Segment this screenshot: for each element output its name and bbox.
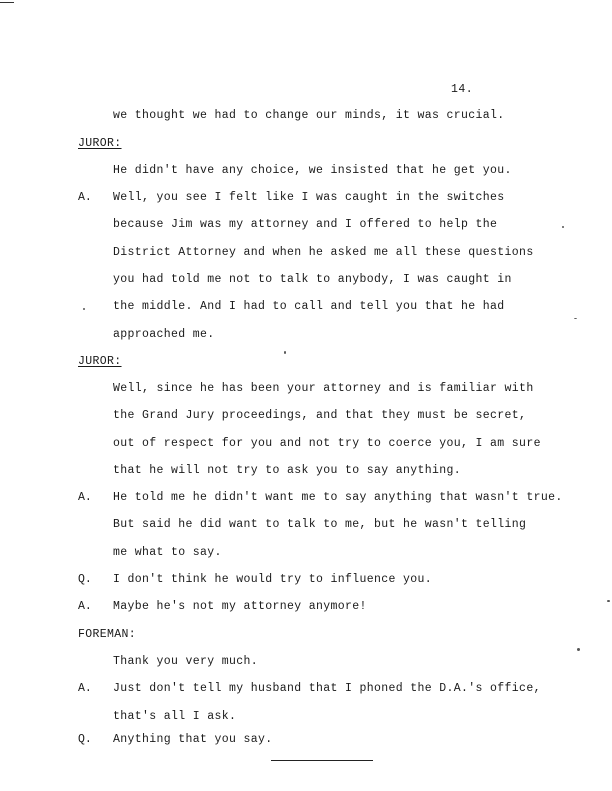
transcript-line: Thank you very much. <box>113 655 259 668</box>
transcript-line: He didn't have any choice, we insisted that he get you. <box>113 164 512 177</box>
answer-marker: A. <box>78 682 92 695</box>
scan-speck <box>83 308 85 310</box>
transcript-line: that he will not try to ask you to say anything. <box>113 464 462 477</box>
transcript-line: me what to say. <box>113 546 222 559</box>
transcript-line: But said he did want to talk to me, but he wasn't telling <box>113 518 527 531</box>
scan-speck <box>607 600 610 602</box>
answer-marker: A. <box>78 491 92 504</box>
transcript-line: you had told me not to talk to anybody, I was caught in <box>113 273 512 286</box>
scan-speck <box>562 226 564 228</box>
transcript-line: Well, you see I felt like I was caught in the switches <box>113 191 505 204</box>
answer-marker: A. <box>78 600 92 613</box>
transcript-line: He told me he didn't want me to say anything that wasn't true. <box>113 491 563 504</box>
transcript-line: Maybe he's not my attorney anymore! <box>113 600 367 613</box>
scan-speck <box>574 318 577 319</box>
answer-marker: A. <box>78 191 92 204</box>
transcript-line: we thought we had to change our minds, it was crucial. <box>113 109 505 122</box>
transcript-line: Just don't tell my husband that I phoned the D.A.'s office, <box>113 682 541 695</box>
end-of-page-rule <box>271 760 373 761</box>
question-marker: Q. <box>78 733 92 746</box>
speaker-label-foreman: FOREMAN: <box>78 628 137 641</box>
transcript-line: I don't think he would try to influence you. <box>113 573 433 586</box>
transcript-line: Anything that you say. <box>113 733 273 746</box>
transcript-line: that's all I ask. <box>113 710 237 723</box>
transcript-line: approached me. <box>113 328 215 341</box>
question-marker: Q. <box>78 573 92 586</box>
corner-mark <box>0 2 14 3</box>
transcript-line: out of respect for you and not try to coerce you, I am sure <box>113 437 541 450</box>
transcript-line: Well, since he has been your attorney and is familiar with <box>113 382 534 395</box>
speaker-label-juror: JUROR: <box>78 137 122 150</box>
transcript-line: District Attorney and when he asked me all these questions <box>113 246 534 259</box>
transcript-line: the middle. And I had to call and tell you that he had <box>113 300 505 313</box>
scan-speck <box>284 351 286 354</box>
transcript-line: the Grand Jury proceedings, and that they must be secret, <box>113 409 527 422</box>
speaker-label-juror: JUROR: <box>78 355 122 368</box>
transcript-line: because Jim was my attorney and I offered to help the <box>113 218 498 231</box>
page-number: 14. <box>451 83 474 96</box>
scan-speck <box>577 648 580 651</box>
